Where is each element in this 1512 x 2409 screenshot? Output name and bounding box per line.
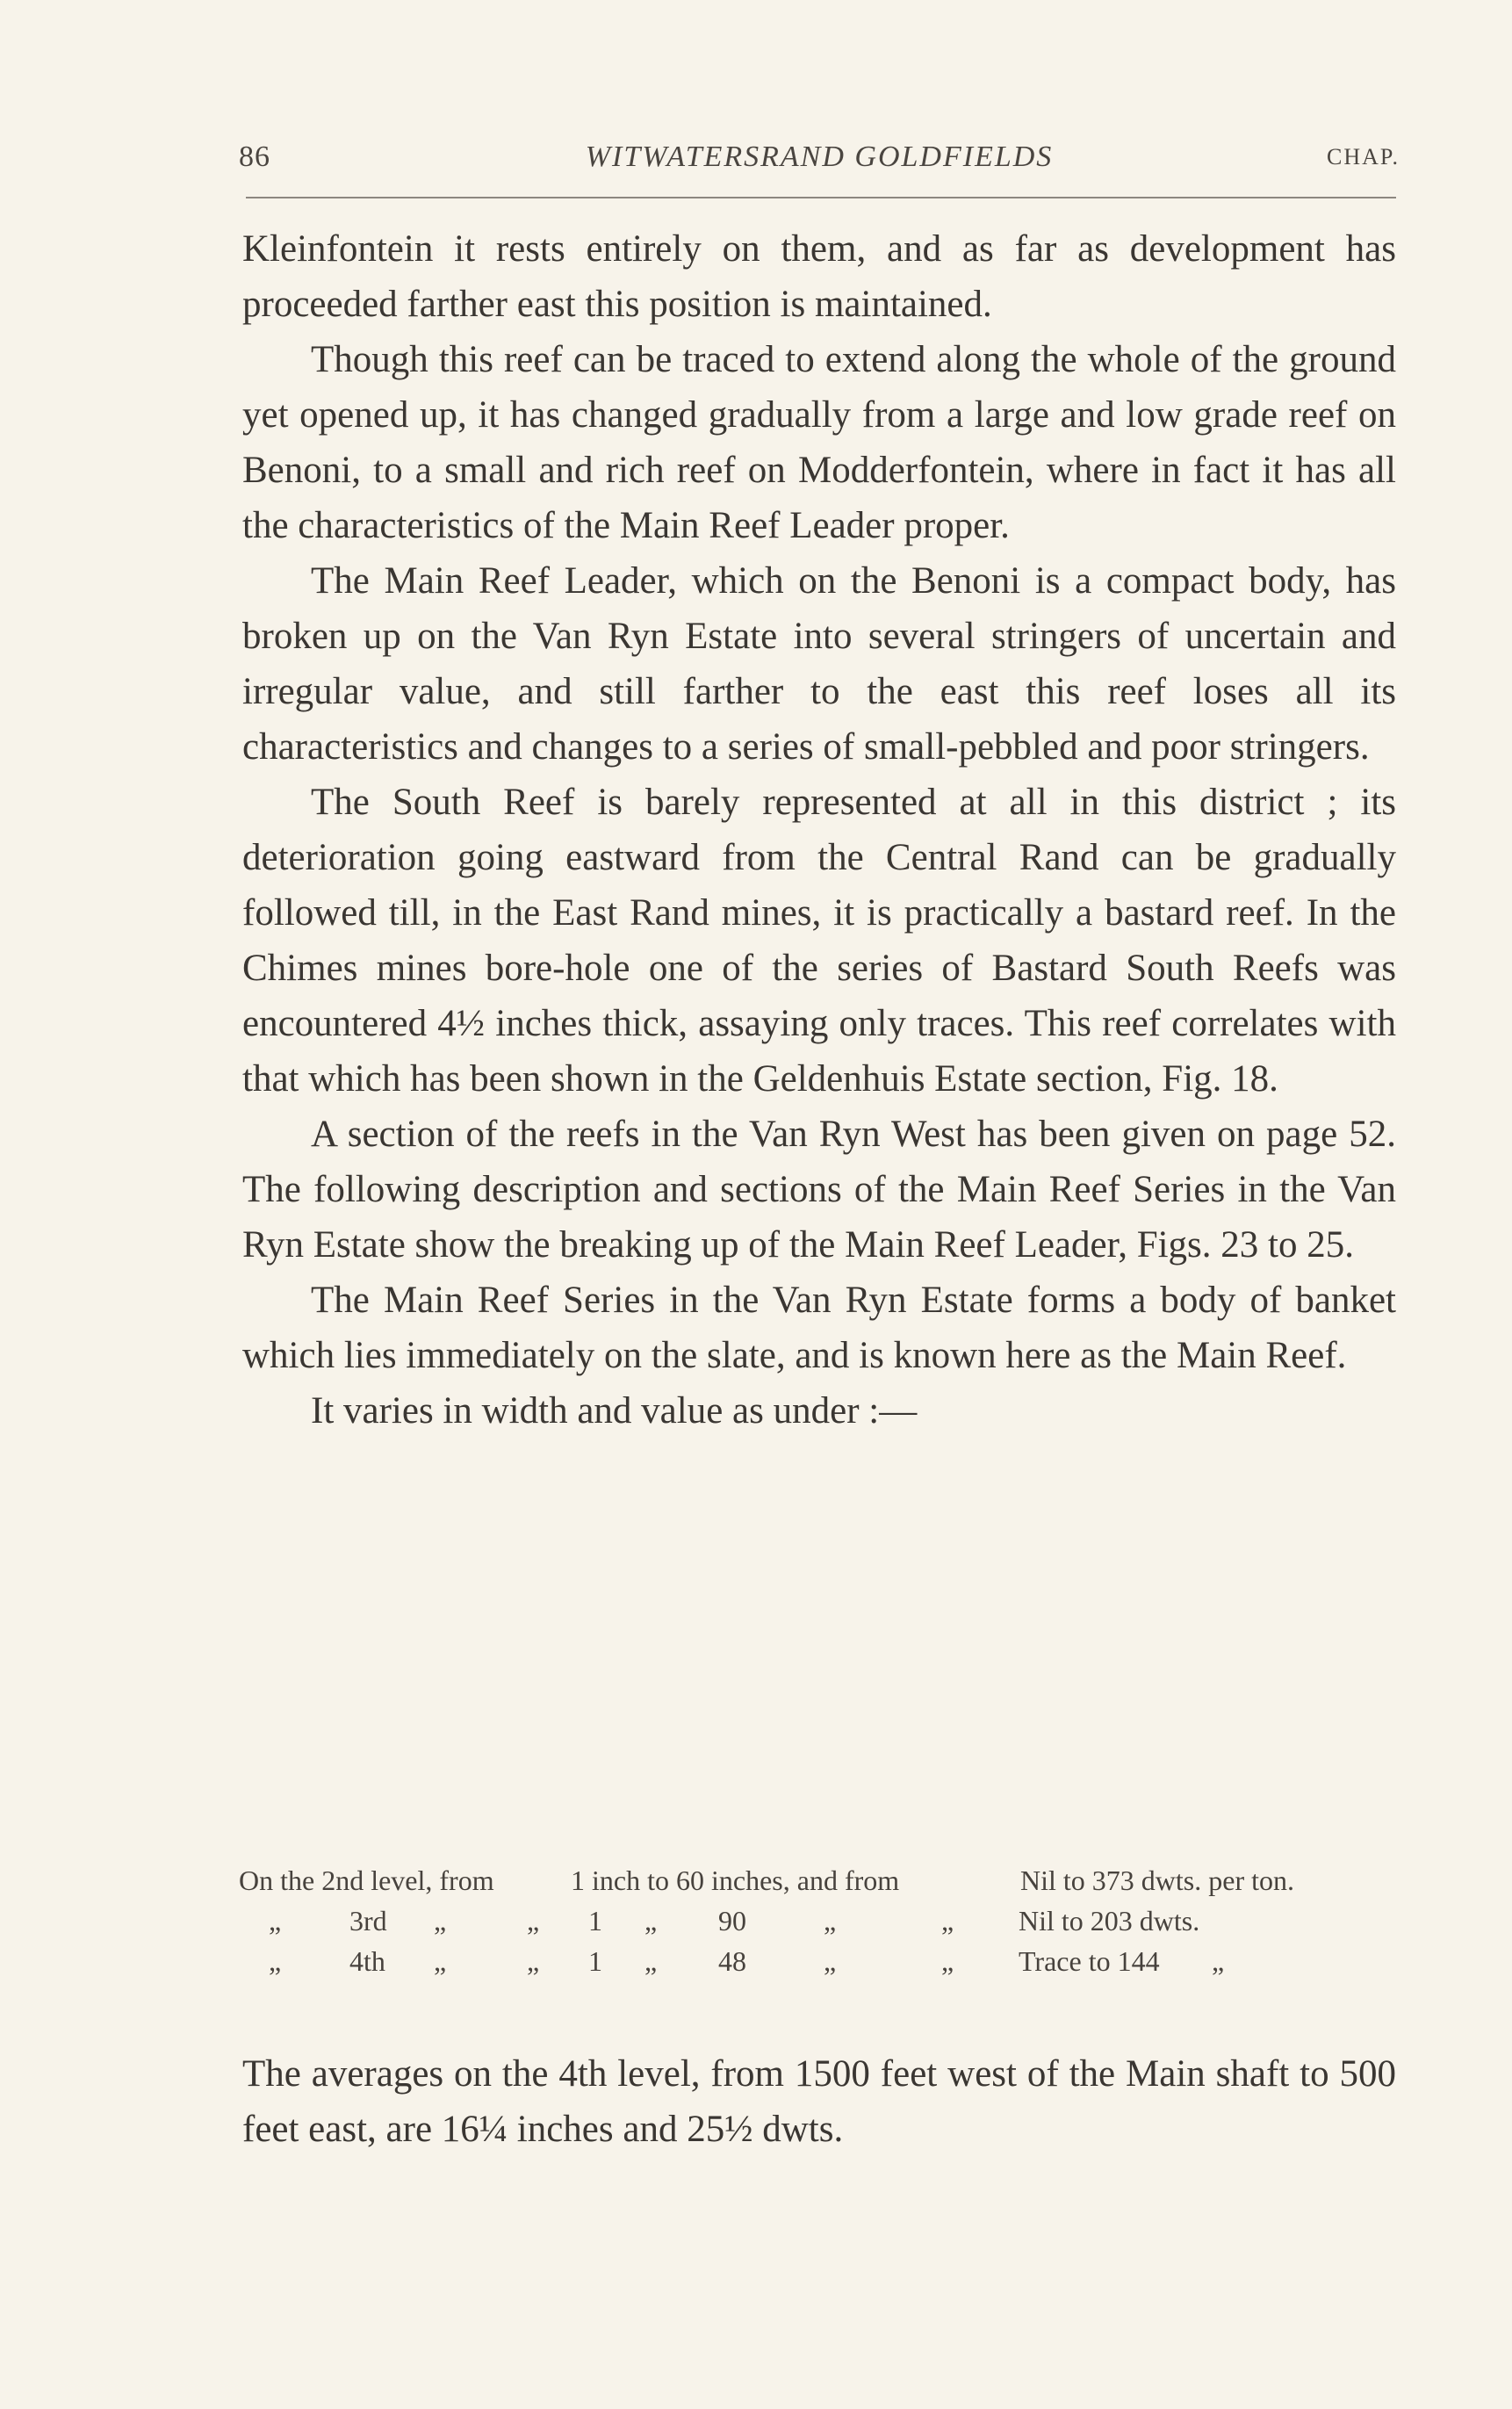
page-number: 86 (239, 141, 270, 173)
ditto-mark: „ (527, 1945, 540, 1977)
ditto-mark: „ (434, 1945, 447, 1977)
ditto-mark: „ (644, 1945, 658, 1977)
ditto-mark: „ (434, 1905, 447, 1937)
reef-values-table (239, 1860, 1398, 1981)
ditto-mark: „ (269, 1945, 282, 1977)
table-row (239, 1941, 1398, 1981)
width-from: 1 (588, 1945, 602, 1977)
value-range: Nil to 373 dwts. per ton. (1020, 1864, 1294, 1896)
ditto-mark: „ (1212, 1945, 1225, 1977)
body-text (242, 221, 1396, 1439)
running-header (239, 141, 1400, 183)
paragraph: The averages on the 4th level, from 1500 feet west of the Main shaft to 500 feet east, are 16¼ inches and 25½ dwts. (242, 2053, 1396, 2150)
ditto-mark: „ (527, 1905, 540, 1937)
running-title: WITWATERSRAND GOLDFIELDS (585, 141, 1054, 173)
value-range: Trace to 144 (1019, 1945, 1160, 1977)
level: 3rd (349, 1905, 387, 1937)
paragraph: Kleinfontein it rests entirely on them, and as far as development has proceeded farther east this position is maintained. (242, 228, 1396, 325)
paragraph: It varies in width and value as under :— (311, 1390, 918, 1432)
ditto-mark: „ (824, 1945, 837, 1977)
table-row (239, 1901, 1398, 1941)
table-row (239, 1860, 1398, 1901)
width-to: 48 (718, 1945, 746, 1977)
header-rule (246, 197, 1396, 198)
ditto-mark: „ (824, 1905, 837, 1937)
paragraph: The South Reef is barely represented at all in this district ; its deterioration going eastward from the Central Rand can be gradually followed till, in the East Rand mines, it is practically a bastard reef. In the Chimes mines bore-hole one of the series of Bastard South Reefs was encountered 4½ inches thick, assaying only traces. This reef correlates with that which has been shown in the Geldenhuis Estate section, Fig. 18. (242, 782, 1396, 1100)
row-label: On the 2nd level, from (239, 1864, 494, 1896)
ditto-mark: „ (269, 1905, 282, 1937)
ditto-mark: „ (941, 1945, 954, 1977)
level: 4th (349, 1945, 385, 1977)
ditto-mark: „ (941, 1905, 954, 1937)
width-to: 90 (718, 1905, 746, 1937)
width-range: 1 inch to 60 inches, and from (571, 1864, 900, 1896)
paragraph: The Main Reef Series in the Van Ryn Estate forms a body of banket which lies immediately on the slate, and is known here as the Main Reef. (242, 1280, 1396, 1376)
value-range: Nil to 203 dwts. (1019, 1905, 1200, 1937)
closing-text (242, 2046, 1396, 2157)
paragraph: The Main Reef Leader, which on the Benoni is a compact body, has broken up on the Van Ryn Estate into several stringers of uncertain and irregular value, and still farther to the east this reef loses all its characteristics and changes to a series of small-pebbled and poor stringers. (242, 560, 1396, 768)
chapter-label: CHAP. (1327, 144, 1400, 169)
paragraph: A section of the reefs in the Van Ryn West has been given on page 52. The following description and sections of the Main Reef Series in the Van Ryn Estate show the breaking up of the Main Reef Leader, Figs. 23 to 25. (242, 1114, 1396, 1266)
width-from: 1 (588, 1905, 602, 1937)
ditto-mark: „ (644, 1905, 658, 1937)
paragraph: Though this reef can be traced to extend along the whole of the ground yet opened up, it has changed gradually from a large and low grade reef on Benoni, to a small and rich reef on Modderfontein, where in fact it has all the characteristics of the Main Reef Leader proper. (242, 339, 1396, 546)
